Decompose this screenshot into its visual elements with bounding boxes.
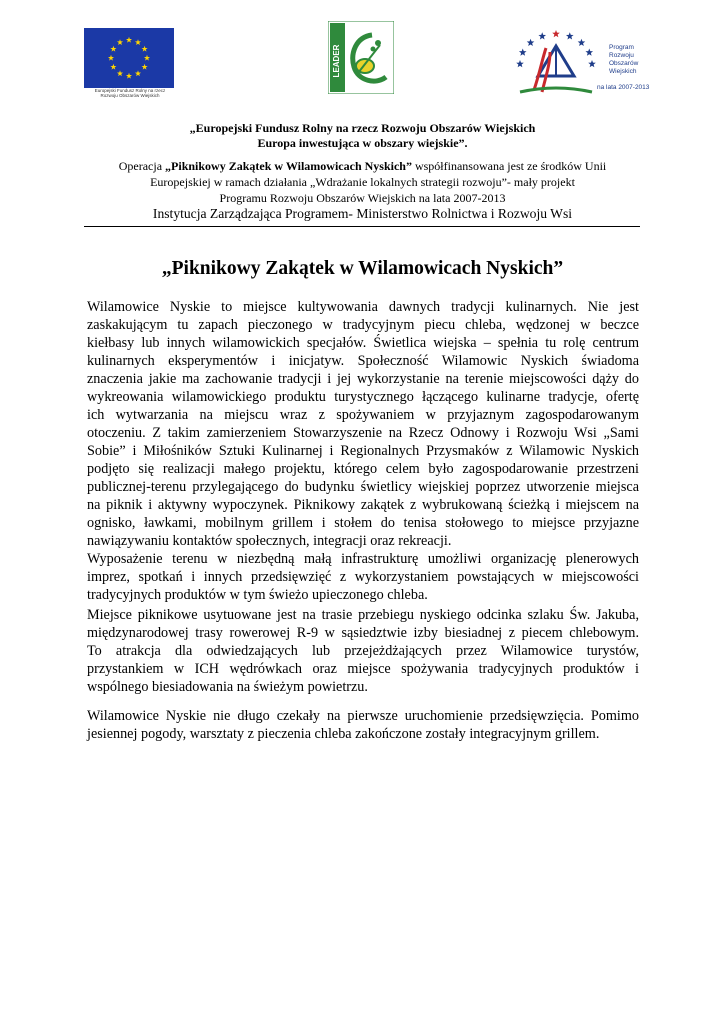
paragraph-line: międzynarodowej trasy rowerowej R-9 w sąsiedztwie izby biesiadnej z piecem chlebowym. (87, 625, 639, 641)
body-paragraph (87, 298, 639, 604)
fund-heading-line: Europa inwestująca w obszary wiejskie”. (257, 136, 468, 150)
paragraph-line: imprez, spotkań i innych przedsięwzięć z wykorzystaniem powstających w miejscowości (87, 569, 639, 585)
body-paragraph (87, 707, 639, 743)
paragraph-line: otoczeniu. Z takim zamierzeniem Stowarzyszenie na Rzecz Odnowy i Rozwoju Wsi „Sami (87, 425, 639, 441)
operation-prefix: Operacja (118, 159, 166, 173)
prow-years: na lata 2007-2013 (597, 84, 650, 91)
leader-logo (328, 21, 394, 94)
prow-text-line: Wiejskich (609, 68, 637, 75)
prow-text-line: Rozwoju (609, 52, 634, 59)
prow-star-icon (538, 32, 546, 39)
operation-line-3: Programu Rozwoju Obszarów Wiejskich na lata 2007-2013 (219, 191, 506, 205)
operation-name: „Piknikowy Zakątek w Wilamowicach Nyskich” (165, 159, 412, 173)
prow-star-icon (578, 39, 586, 46)
header-divider (84, 226, 640, 227)
paragraph-line: tradycyjnych produktów w tym świeżo upieczonego chleba. (87, 587, 428, 603)
paragraph-line: zaskakującym tu zapach pieczonego w tradycyjnym piecu chleba, wędzonej w beczce (87, 317, 639, 333)
prow-program-name (609, 44, 638, 76)
paragraph-line: wykreowania wilamowickiego produktu turystycznego łączącego kulinarne tradycje, ofertę (87, 389, 639, 405)
prow-star-icon (588, 60, 596, 67)
fund-heading-line: „Europejski Fundusz Rolny na rzecz Rozwoju Obszarów Wiejskich (189, 121, 536, 135)
paragraph-line: nawiązywaniu kontaktów społecznych, integracji oraz rekreacji. (87, 533, 452, 549)
paragraph-line: jesiennej pogody, warsztaty z pieczenia chleba zakończone zostały integracyjnym grillem. (87, 726, 600, 742)
paragraph-line: wspólnego biesiadowania na świeżym powietrzu. (87, 679, 368, 695)
paragraph-line: kulinarnych eksperymentów i inicjatyw. Społeczność Wilamowic Nyskich świadoma (87, 353, 639, 369)
eu-fund-caption (84, 88, 176, 98)
operation-line-2: Europejskiej w ramach działania „Wdrażanie lokalnych strategii rozwoju”- mały projekt (150, 175, 575, 189)
operation-line-1 (0, 158, 725, 174)
eu-caption-line: Rozwoju Obszarów Wiejskich (100, 93, 160, 98)
leader-vertical-text: LEADER (332, 44, 341, 78)
paragraph-line: przystankiem w ICH wędrówkach oraz miejsce spożywania tradycyjnych produktów i (87, 661, 639, 677)
paragraph-line: kiełbasy lub innych wilamowickich specjałów. Świetlica wiejska – spełnia tu rolę centrum (87, 335, 639, 351)
paragraph-line: To atrakcja dla odwiedzających lub przejeżdżających przez Wilamowice turystów, (87, 643, 639, 659)
operation-rest: współfinansowana jest ze środków Unii (411, 159, 607, 173)
paragraph-line: na piknik i aktywny wypoczynek. Piknikowy zakątek z wybrukowaną ścieżką i miejscem na (87, 497, 639, 513)
prow-text-line: Program (609, 44, 634, 51)
paragraph-line: Miejsce piknikowe usytuowane jest na trasie przebiegu nyskiego odcinka szlaku Św. Jakuba, (87, 607, 639, 623)
prow-star-icon (527, 39, 535, 46)
paragraph-line: publicznej-terenu przylegającego do budynku świetlicy wiejskiej poprzez utworzenie miejsca (87, 479, 639, 495)
paragraph-line: ich wytwarzania na miejscu wraz z spożywaniem w przyjaznym zagospodarowanym (87, 407, 639, 423)
document-title: „Piknikowy Zakątek w Wilamowicach Nyskich” (161, 258, 564, 279)
prow-star-icon (552, 30, 560, 37)
paragraph-line: ognisko, ławkami, mobilnym grillem i stołem do tenisa stołowego to miejsce przyjazne (87, 515, 639, 531)
eu-caption-line: Europejski Fundusz Rolny na rzecz (94, 88, 166, 93)
fund-heading (0, 121, 725, 151)
prow-star-icon (566, 32, 574, 39)
prow-text-line: Obszarów (609, 60, 639, 67)
paragraph-line: Wilamowice Nyskie to miejsce kultywowania dawnych tradycji kulinarnych. Nie jest (87, 299, 639, 315)
paragraph-line: znaczenia jakie ma zachowanie tradycji i jej wykorzystanie na terenie miejscowości dąży do (87, 371, 639, 387)
prow-star-icon (585, 49, 593, 56)
prow-star-icon (519, 49, 527, 56)
prow-star-icon (516, 60, 524, 67)
body-paragraph (87, 606, 639, 696)
paragraph-line: Sobie” i Miłośników Sztuki Kulinarnej i Regionalnych Przysmaków z Wilamowic Nyskich (87, 443, 639, 459)
paragraph-line: Wilamowice Nyskie nie długo czekały na pierwsze uruchomienie przedsięwzięcia. Pomimo (87, 708, 639, 724)
operation-statement (0, 158, 725, 206)
paragraph-line: Wyposażenie terenu w niezbędną małą infrastrukturę umożliwi organizację plenerowych (87, 551, 639, 567)
managing-institution: Instytucja Zarządzająca Programem- Ministerstwo Rolnictwa i Rozwoju Wsi (152, 206, 573, 221)
paragraph-line: podjęto się realizacji małego projektu, którego celem było zagospodarowanie przestrzeni (87, 461, 639, 477)
